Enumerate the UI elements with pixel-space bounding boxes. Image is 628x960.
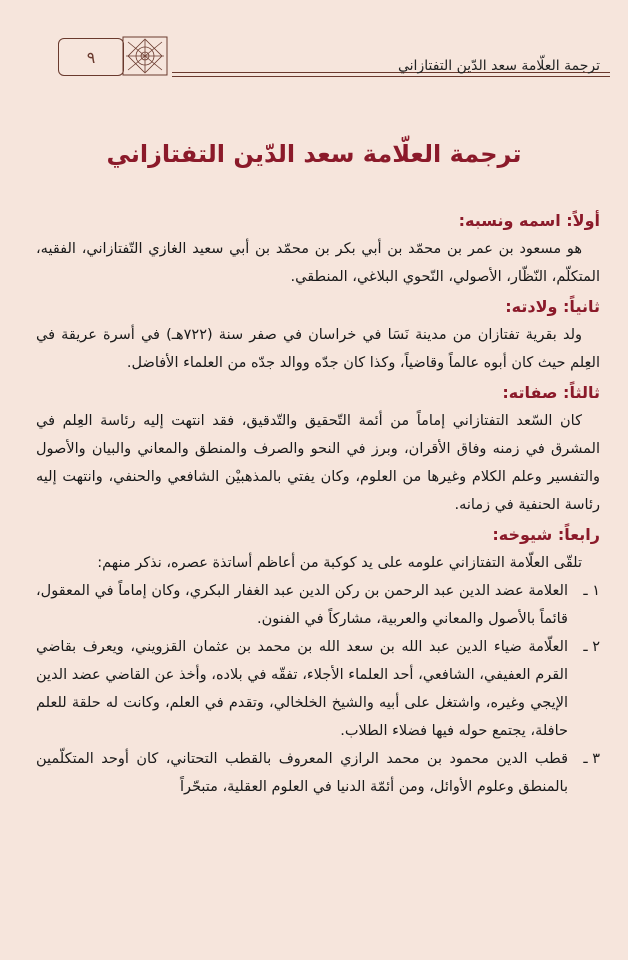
ornament-icon bbox=[122, 36, 168, 76]
header-rule-secondary bbox=[172, 76, 610, 77]
page-number-box bbox=[58, 38, 124, 76]
running-title: ترجمة العلّامة سعد الدّين التفتازاني bbox=[397, 58, 600, 74]
paragraph: هو مسعود بن عمر بن محمّد بن أبي بكر بن محمّد بن أبي سعيد الغازي التّفتازاني، الفقيه، المتكلّم، النّظّار، الأصولي، النّحوي البلاغي، المنطقي. bbox=[36, 241, 600, 285]
section-birth bbox=[36, 293, 600, 377]
body-text bbox=[36, 205, 600, 801]
page-title: ترجمة العلّامة سعد الدّين التفتازاني bbox=[106, 140, 522, 168]
section-name bbox=[36, 207, 600, 291]
section-heading: ثانياً: ولادته: bbox=[505, 297, 600, 316]
list-item-text: قطب الدين محمود بن محمد الرازي المعروف بالقطب التحتاني، كان أوحد المتكلّمين بالمنطق وعلوم الأوائل، ومن أئمّة الدنيا في العلوم العقلية، متبحّراً bbox=[36, 751, 568, 795]
list-marker: ٣ ـ bbox=[583, 751, 600, 767]
list-marker: ٢ ـ bbox=[583, 639, 600, 655]
list-item bbox=[36, 633, 600, 745]
section-heading: رابعاً: شيوخه: bbox=[492, 525, 600, 544]
section-heading: أولاً: اسمه ونسبه: bbox=[458, 211, 600, 230]
list-item bbox=[36, 745, 600, 801]
paragraph: تلقّى العلّامة التفتازاني علومه على يد كوكبة من أعاظم أساتذة عصره، نذكر منهم: bbox=[97, 555, 582, 571]
list-item-text: العلامة عضد الدين عبد الرحمن بن ركن الدين عبد الغفار البكري، وكان إماماً في المعقول، قائماً بالأصول والمعاني والعربية، مشاركاً في الفنون. bbox=[36, 583, 568, 627]
list-item-text: العلّامة ضياء الدين عبد الله بن سعد الله بن محمد بن عثمان القزويني، ويعرف بقاضي القرم العفيفي، الشافعي، أحد العلماء الأجلاء، تفقّه في بلاده، وأخذ عن القاضي عضد الدين الإيجي وغيره، واشتغل على أبيه والشيخ الخلخالي، وتقدم في العلم، وكانت له حلقة للعلم حافلة، يجتمع حوله فيها فضلاء الطلاب. bbox=[36, 639, 568, 739]
paragraph: كان السّعد التفتازاني إماماً من أئمة التّحقيق والتّدقيق، فقد انتهت إليه رئاسة العِلم في المشرق في زمنه وفاق الأقران، وبرز في النحو والصرف والمنطق والمعاني والبيان والأصول والتفسير وعلم الكلام وغيرها من العلوم، وكان يفتي بالمذهبيْن الشافعي والحنفي، وانتهت إليه رئاسة الحنفية في زمانه. bbox=[36, 413, 600, 513]
section-traits bbox=[36, 379, 600, 519]
section-teachers bbox=[36, 521, 600, 801]
list-item bbox=[36, 577, 600, 633]
list-marker: ١ ـ bbox=[583, 583, 600, 599]
page-number: ٩ bbox=[86, 47, 96, 67]
paragraph: ولد بقرية تفتازان من مدينة نَسَا في خراسان في صفر سنة (٧٢٢هـ) في أسرة عريقة في العِلم حيث كان أبوه عالماً وقاضياً، وكذا كان جدّه ووالد جدّه من العلماء الأفاضل. bbox=[36, 327, 600, 371]
section-heading: ثالثاً: صفاته: bbox=[502, 383, 600, 402]
